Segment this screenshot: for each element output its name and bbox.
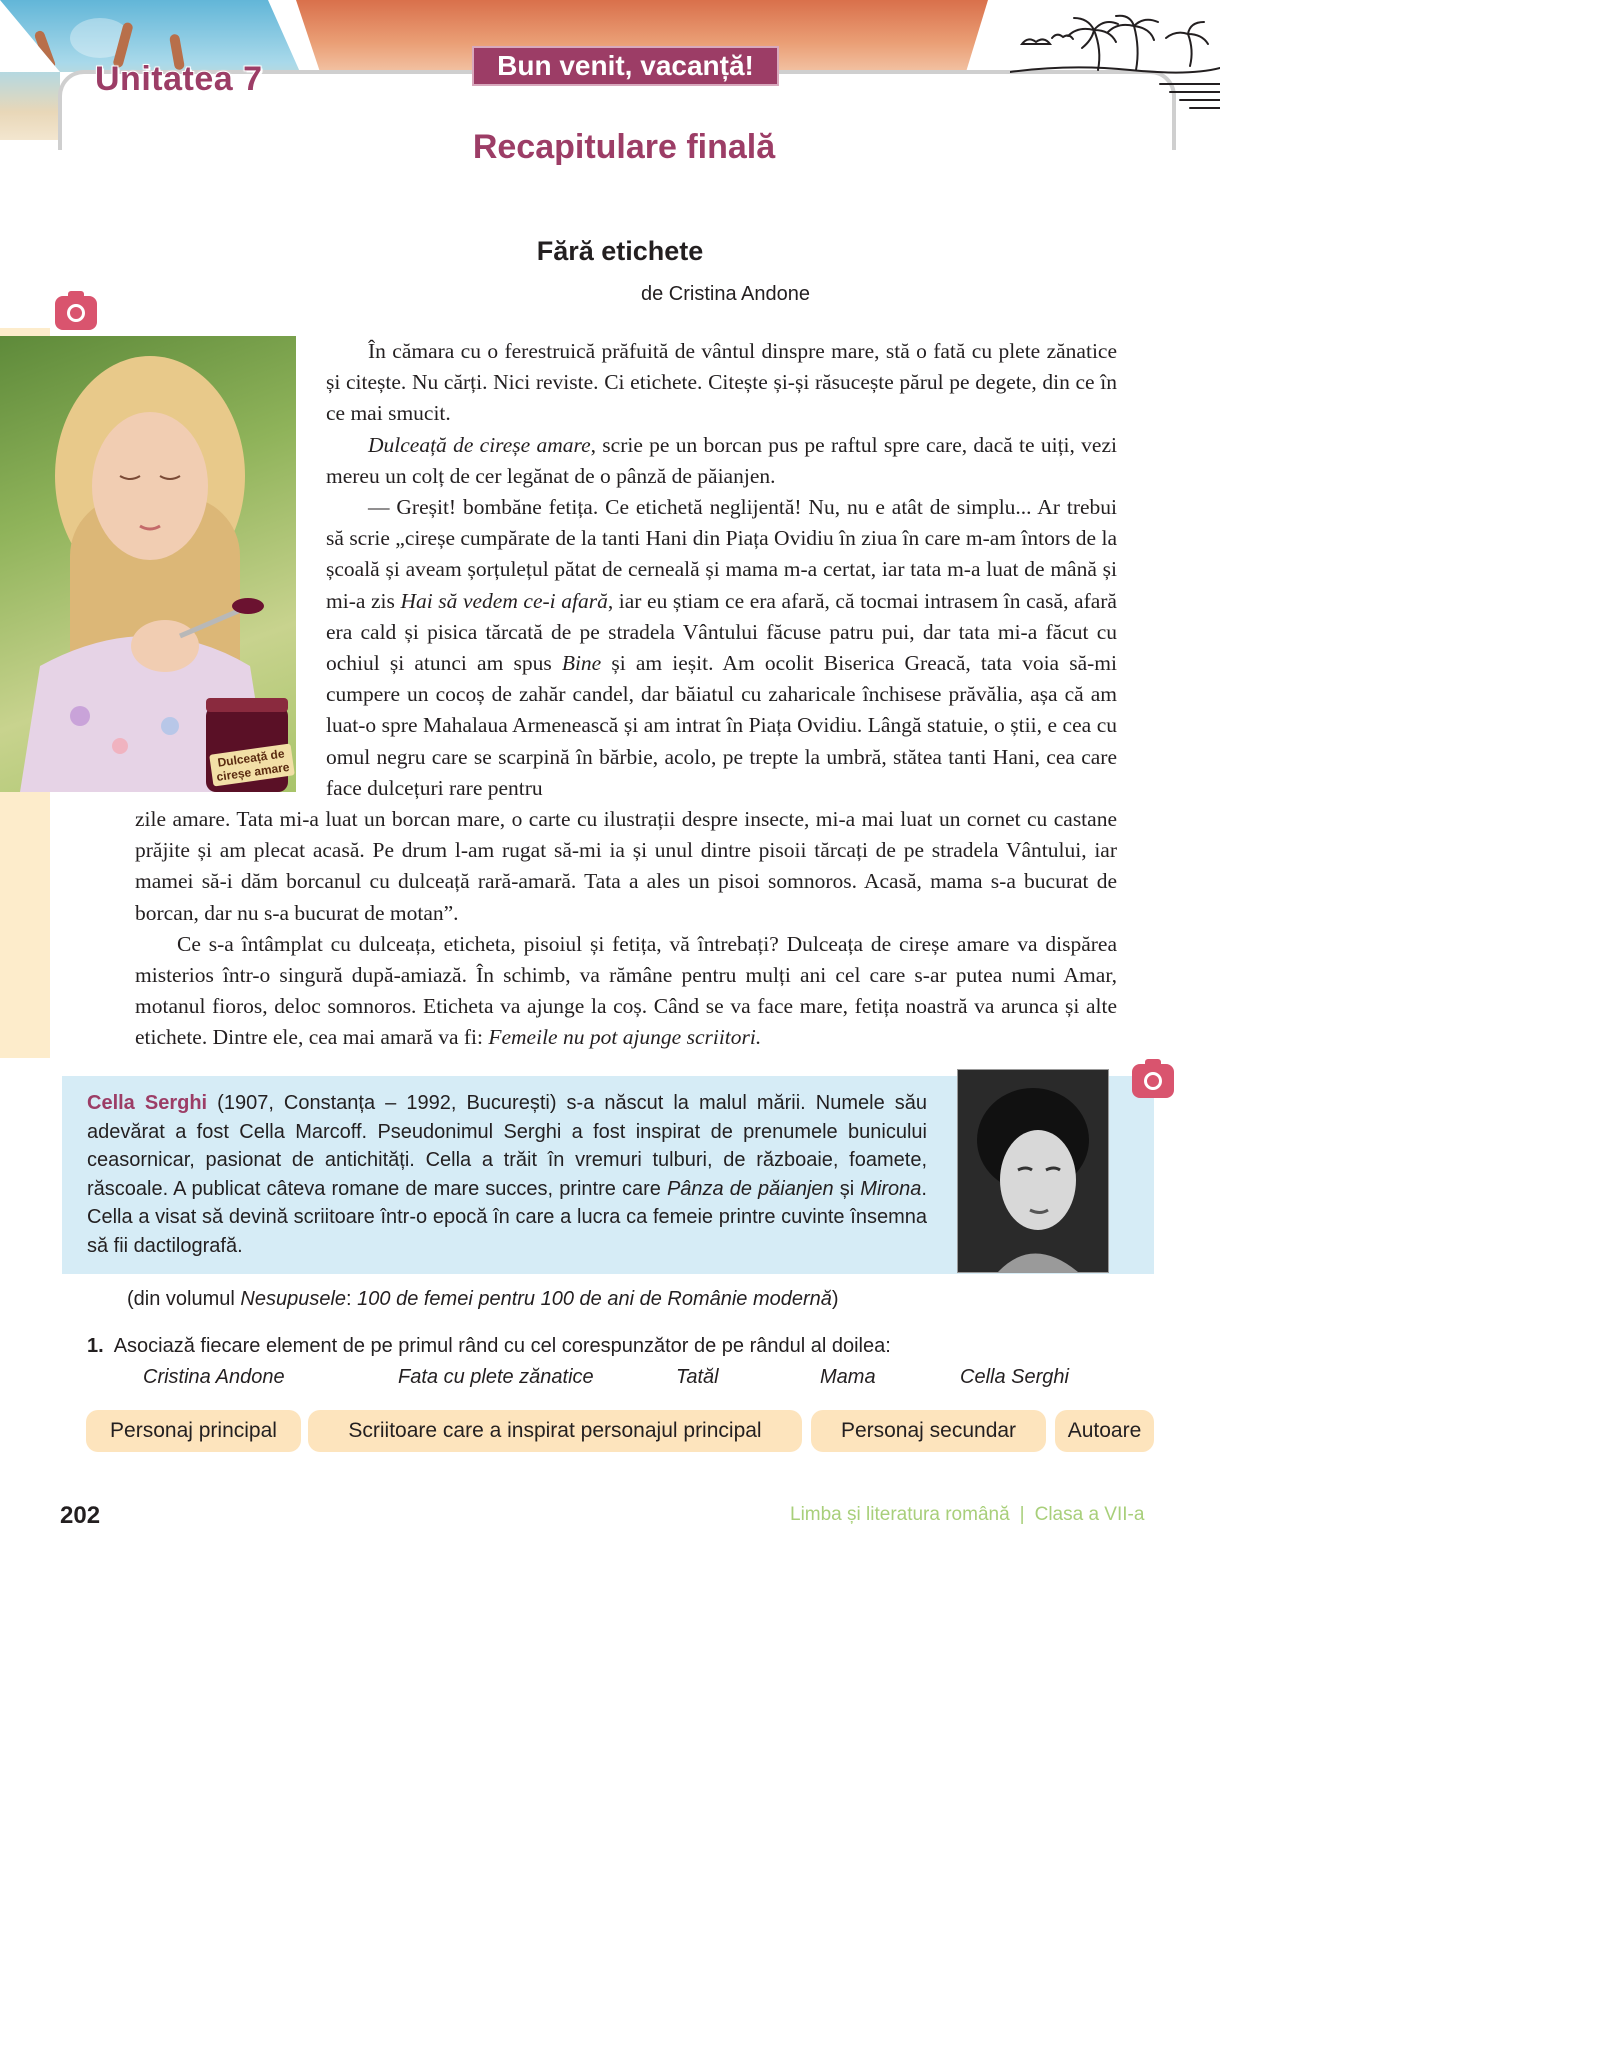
- palm-trees-icon: [1010, 14, 1220, 114]
- story-paragraph-2: [326, 430, 1117, 492]
- story-text-top: [326, 336, 1117, 804]
- story-title: Fără etichete: [536, 236, 704, 266]
- story-author: de Cristina Andone: [641, 283, 811, 305]
- bio-and: și: [833, 1177, 861, 1200]
- author-bio-text: [87, 1089, 927, 1261]
- story-italic-jam-label: Dulceață de cireșe amare: [368, 432, 591, 457]
- story-p3-italic-b: Bine: [561, 651, 602, 676]
- match-target[interactable]: Scriitoare care a inspirat personajul principal: [308, 1410, 802, 1452]
- unit-theme-badge: Bun venit, vacanță!: [472, 46, 779, 86]
- bio-text-part-1: (1907, Constanța – 1992, București) s-a născut la malul mării. Numele său adevărat a fost Cella Marcoff. Pseudonimul Serghi a fost inspirat de prenumele bunicului ceasornicar, pasionat de antichități. Cella a trăit în vremuri tulburi, de războaie, foamete, răscoale. A publicat câteva romane de mare succes, printre care: [87, 1092, 927, 1200]
- match-item[interactable]: Tatăl: [676, 1366, 719, 1388]
- exercise-question-text: Asociază fiecare element de pe primul rând cu cel corespunzător de pe rândul al doilea:: [113, 1335, 891, 1357]
- author-portrait-photo: [957, 1069, 1109, 1273]
- match-item[interactable]: Cristina Andone: [143, 1366, 285, 1388]
- story-paragraph-3-continued: zile amare. Tata mi-a luat un borcan mare, o carte cu ilustrații despre insecte, mi-a mai luat un cornet cu castane prăjite și am plecat acasă. Pe drum l-am rugat să-mi ia și unul dintre pisoii tărcați de pe stradela Vântului, iar mamei să-i dăm borcanul cu dulceață rară-amară. Tata a ales un pisoi somnoros. Acasă, mama s-a bucurat de borcan, dar nu s-a bucurat de motan”.: [135, 807, 1117, 925]
- footer-subject: [790, 1504, 1144, 1526]
- exercise-number: 1.: [87, 1335, 104, 1357]
- story-paragraph-3: [326, 492, 1117, 804]
- footer-subject-name: Limba și literatura română: [790, 1504, 1010, 1525]
- story-paragraph-2-rest: , scrie pe un borcan pus pe raftul spre care, dacă te uiți, vezi mereu un colț de cer legănat de o pânză de păianjen.: [326, 432, 1117, 488]
- girl-eating-jam-photo: [0, 336, 296, 792]
- exercise-question: [87, 1335, 891, 1358]
- match-item[interactable]: Fata cu plete zănatice: [398, 1366, 594, 1388]
- source-subtitle: 100 de femei pentru 100 de ani de Românie modernă: [357, 1288, 832, 1310]
- page-number: 202: [60, 1502, 101, 1529]
- source-colon: :: [346, 1288, 358, 1310]
- match-item[interactable]: Mama: [820, 1366, 876, 1388]
- bio-text-part-2: . Cella a visat să devină scriitoare într-o epocă în care a lucra ca femeie printre cuvinte însemna să fii dactilografă.: [87, 1177, 927, 1257]
- source-close: ): [831, 1288, 839, 1310]
- story-p3-part-e: și am ieșit. Am ocolit Biserica Greacă, tata voia să-mi cumpere un cocoș de zahăr candel, dar băiatul cu zaharicale închisese prăvălia, așa că am luat-o spre Mahalaua Armenească și am intrat în Piața Ovidiu. Lângă statuie, o știi, e cea cu omul negru care se scarpină în bărbie, acolo, pe trepte la umbră, stătea tanti Hani, cea care face dulcețuri rare pentru: [326, 651, 1117, 800]
- match-target[interactable]: Autoare: [1055, 1410, 1154, 1452]
- footer-grade: Clasa a VII-a: [1034, 1504, 1145, 1525]
- camera-icon: [55, 296, 97, 330]
- source-open: (din volumul: [127, 1288, 241, 1310]
- story-paragraph-4: [135, 929, 1117, 1054]
- story-p3-part-c: , iar eu știam ce era afară, că tocmai intrasem în casă, afară era cald și pisica tărcată de pe stradela Vântului făcuse patru pui, dar tata mi-a făcut cu ochiul și atunci am spus: [326, 588, 1117, 676]
- story-p3-part-a: — Greșit! bombăne fetița. Ce etichetă neglijentă! Nu, nu e atât de simplu... Ar trebui să scrie „cireșe cumpărate de la tanti Hani din Piața Ovidiu în ziua în care m-am întors de la școală și aveam șorțulețul pătat de cerneală și mama m-a certat, iar tata m-a luat de mână și mi-a zis: [326, 495, 1117, 613]
- match-target[interactable]: Personaj principal: [86, 1410, 301, 1452]
- unit-title: Unitatea 7: [95, 60, 263, 98]
- portrait-illustration: [958, 1070, 1108, 1272]
- story-text-bottom: [135, 804, 1117, 1054]
- jar-label: Dulceață de cireșe amare: [209, 743, 295, 786]
- story-p4-italic: Femeile nu pot ajunge scriitori.: [488, 1025, 762, 1050]
- story-p3-italic-a: Hai să vedem ce-i afară: [400, 588, 608, 613]
- girl-illustration: [0, 336, 296, 792]
- story-paragraph-1: În cămara cu o ferestruică prăfuită de vântul dinspre mare, stă o fată cu plete zănatice și citește. Nu cărți. Nici reviste. Ci etichete. Citește și-și răsucește părul pe degete, din ce în ce mai smucit.: [326, 339, 1117, 426]
- story-p4-text: Ce s-a întâmplat cu dulceața, eticheta, pisoiul și fetița, vă întrebați? Dulceața de cireșe amare va dispărea misterios într-o singură după-amiază. În schimb, va rămâne pentru mulți ani cel care s-ar putea numi Amar, motanul fioros, deloc somnoros. Eticheta va ajunge la coș. Când se va face mare, fetița noastră va arunca și alte etichete. Dintre ele, cea mai amară va fi:: [135, 931, 1117, 1050]
- source-citation: [127, 1288, 839, 1311]
- bio-book-2: Mirona: [860, 1177, 922, 1200]
- camera-icon: [1132, 1064, 1174, 1098]
- bio-book-1: Pânza de păianjen: [666, 1177, 834, 1200]
- footer-separator: |: [1019, 1504, 1025, 1525]
- bio-author-name: Cella Serghi: [87, 1092, 208, 1114]
- page-title: Recapitulare finală: [472, 128, 776, 166]
- source-book: Nesupusele: [240, 1288, 347, 1310]
- match-item[interactable]: Cella Serghi: [960, 1366, 1069, 1388]
- match-target[interactable]: Personaj secundar: [811, 1410, 1046, 1452]
